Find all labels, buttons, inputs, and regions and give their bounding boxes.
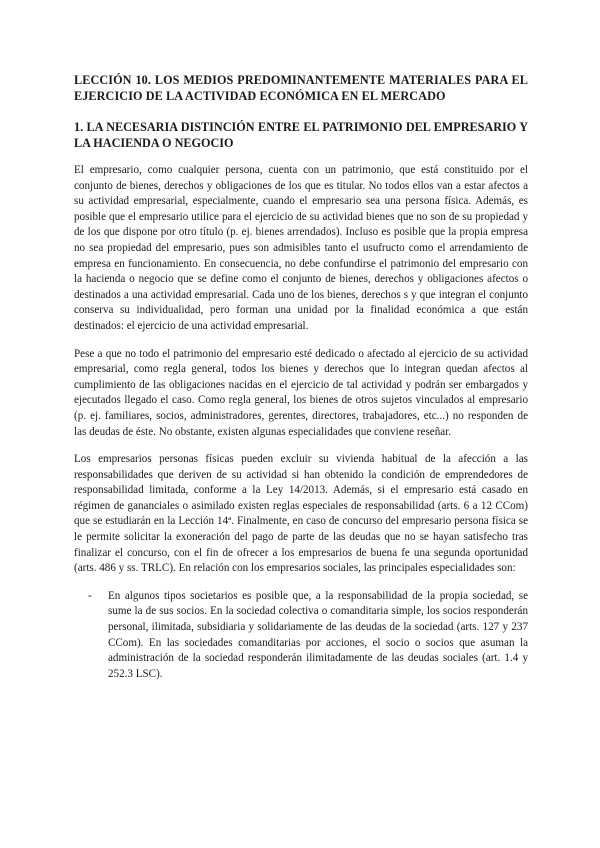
paragraph-2: Pese a que no todo el patrimonio del empresario esté dedicado o afectado al ejercicio de su actividad empresarial, como regla general, todos los bienes y derechos que lo integran quedan afectos al cumplimiento de las obligaciones nacidas en el ejercicio de tal actividad y podrán ser embargados y ejecutados llegado el caso. Como regla general, los bienes de otros sujetos vinculados al empresario (p. ej. familiares, socios, administradores, gerentes, directores, trabajadores, etc...) no responden de las deudas de éste. No obstante, existen algunas especialidades que conviene reseñar.	[74, 347, 528, 438]
document-page	[74, 72, 528, 682]
list-bullet: -	[88, 589, 92, 602]
lesson-title: LECCIÓN 10. LOS MEDIOS PREDOMINANTEMENTE MATERIALES PARA EL EJERCICIO DE LA ACTIVIDAD ECONÓMICA EN EL MERCADO	[74, 73, 528, 103]
paragraph-3: Los empresarios personas físicas pueden excluir su vivienda habitual de la afección a las responsabilidades que deriven de su actividad si han obtenido la condición de emprendedores de responsabilidad limitada, conforme a la Ley 14/2013. Además, si el empresario está casado en régimen de gananciales o asimilado existen reglas especiales de responsabilidad (arts. 6 a 12 CCom) que se estudiarán en la Lección 14ª. Finalmente, en caso de concurso del empresario persona física se le permite solicitar la exoneración del pago de parte de las deudas que no se hayan satisfecho tras finalizar el concurso, con el fin de ofrecer a los empresarios de buena fe una segunda oportunidad (arts. 486 y ss. TRLC). En relación con los empresarios sociales, las principales especialidades son:	[74, 453, 528, 575]
list-item-text: En algunos tipos societarios es posible que, a la responsabilidad de la propia sociedad, se sume la de sus socios. En la sociedad colectiva o comanditaria simple, los socios responderán personal, ilimitada, subsidiaria y solidariamente de las deudas de la sociedad (arts. 127 y 237 CCom). En las sociedades comanditarias por acciones, el socio o socios que asuman la administración de la sociedad responderán ilimitadamente de las deudas sociales (art. 1.4 y 252.3 LSC).	[108, 589, 528, 680]
paragraph-1: El empresario, como cualquier persona, cuenta con un patrimonio, que está constituido por el conjunto de bienes, derechos y obligaciones de los que es titular. No todos ellos van a estar afectos a su actividad empresarial, especialmente, cuando el empresario sea una persona física. Además, es posible que el empresario utilice para el ejercicio de su actividad bienes que no son de su propiedad y de los que dispone por otro título (p. ej. bienes arrendados). Incluso es posible que la propia empresa no sea propiedad del empresario, pues son admisibles tanto el usufructo como el arrendamiento de empresa en funcionamiento. En consecuencia, no debe confundirse el patrimonio del empresario con la hacienda o negocio que se define como el conjunto de bienes, derechos y obligaciones afectos o destinados a una actividad empresarial. Cada uno de los bienes, derechos s y que integran el conjunto conserva su individualidad, pero forman una unidad por la finalidad económica a que están destinados: el ejercicio de una actividad empresarial.	[74, 164, 528, 332]
special-cases-list	[74, 589, 528, 683]
list-item	[74, 589, 528, 683]
section-title: 1. LA NECESARIA DISTINCIÓN ENTRE EL PATRIMONIO DEL EMPRESARIO Y LA HACIENDA O NEGOCIO	[74, 120, 528, 150]
